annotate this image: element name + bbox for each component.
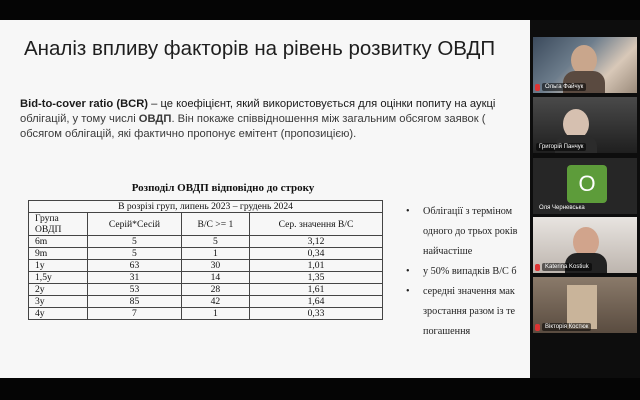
bullet-continuation: погашення: [423, 326, 471, 337]
cell-avg: 1,01: [249, 260, 382, 272]
period-header: В розрізі груп, липень 2023 – грудень 2024: [29, 201, 383, 213]
table-row: [29, 284, 383, 296]
participant-name: Вікторія Костюк: [542, 323, 591, 331]
bullet-continuation: одного до трьох років: [423, 226, 518, 237]
video-tile[interactable]: [533, 37, 637, 93]
col-header-group: Група ОВДП: [29, 213, 88, 236]
bullet-list: [406, 202, 530, 342]
cell-avg: 0,33: [249, 308, 382, 320]
cell-bc: 30: [181, 260, 249, 272]
cell-group: 1y: [29, 260, 88, 272]
cell-group: 1,5y: [29, 272, 88, 284]
slide-title: Аналіз впливу факторів на рівень розвитку ОВДП: [24, 37, 496, 60]
bullet-item: • у 50% випадків B/C б: [406, 262, 530, 282]
table-row: [29, 296, 383, 308]
col-header-avg: Сер. значення B/C: [249, 213, 382, 236]
cell-series: 85: [88, 296, 182, 308]
cell-series: 7: [88, 308, 182, 320]
participant-name: Katerina Kostiuk: [542, 263, 592, 271]
participants-sidebar: [530, 20, 640, 378]
cell-group: 6m: [29, 236, 88, 248]
cell-series: 5: [88, 236, 182, 248]
cell-bc: 14: [181, 272, 249, 284]
cell-avg: 1,61: [249, 284, 382, 296]
cell-avg: 1,35: [249, 272, 382, 284]
table-row: [29, 260, 383, 272]
table-title: Розподіл ОВДП відповідно до строку: [131, 182, 315, 194]
video-tile[interactable]: [533, 277, 637, 333]
cell-series: 63: [88, 260, 182, 272]
distribution-table: [28, 200, 383, 320]
bullet-item: • середні значення мак: [406, 282, 530, 302]
col-header-bc: B/C >= 1: [181, 213, 249, 236]
cell-series: 5: [88, 248, 182, 260]
mic-muted-icon: [535, 324, 540, 331]
col-header-series: Серій*Сесій: [88, 213, 182, 236]
participant-name: Григорій Панчук: [536, 143, 586, 151]
bullet-item: • Облігації з терміном: [406, 202, 530, 222]
term-bold: Bid-to-cover ratio (BCR): [20, 98, 149, 110]
cell-bc: 28: [181, 284, 249, 296]
cell-avg: 0,34: [249, 248, 382, 260]
shared-slide: [0, 20, 530, 378]
cell-group: 9m: [29, 248, 88, 260]
cell-group: 4y: [29, 308, 88, 320]
table-row: [29, 308, 383, 320]
top-bar: [0, 0, 640, 20]
table-row: [29, 248, 383, 260]
cell-group: 2y: [29, 284, 88, 296]
participant-name: Ольга Файчук: [542, 83, 586, 91]
video-tile[interactable]: [533, 97, 637, 153]
cell-series: 53: [88, 284, 182, 296]
participant-name: Оля Черневська: [539, 205, 585, 211]
table-row: [29, 272, 383, 284]
cell-bc: 42: [181, 296, 249, 308]
bullet-continuation: зростання разом із те: [423, 306, 516, 317]
definition-text: Bid-to-cover ratio (BCR) – це коефіцієнт, який використовується для оцінки попиту на аукці облігацій, у тому числі ОВДП. Він покаже співвідношення між загальним обсягом заявок ( обсягом облігацій, які фактично пропонує емітент (пропозицією).: [20, 98, 496, 140]
cell-bc: 5: [181, 236, 249, 248]
avatar: О: [567, 165, 607, 203]
cell-avg: 3,12: [249, 236, 382, 248]
video-tile[interactable]: [533, 158, 637, 214]
bullet-continuation: найчастіше: [423, 246, 473, 257]
table-row: [29, 236, 383, 248]
cell-series: 31: [88, 272, 182, 284]
bottom-bar: [0, 378, 640, 400]
video-tile[interactable]: [533, 217, 637, 273]
cell-group: 3y: [29, 296, 88, 308]
cell-avg: 1,64: [249, 296, 382, 308]
mic-muted-icon: [535, 264, 540, 271]
cell-bc: 1: [181, 248, 249, 260]
cell-bc: 1: [181, 308, 249, 320]
mic-muted-icon: [535, 84, 540, 91]
